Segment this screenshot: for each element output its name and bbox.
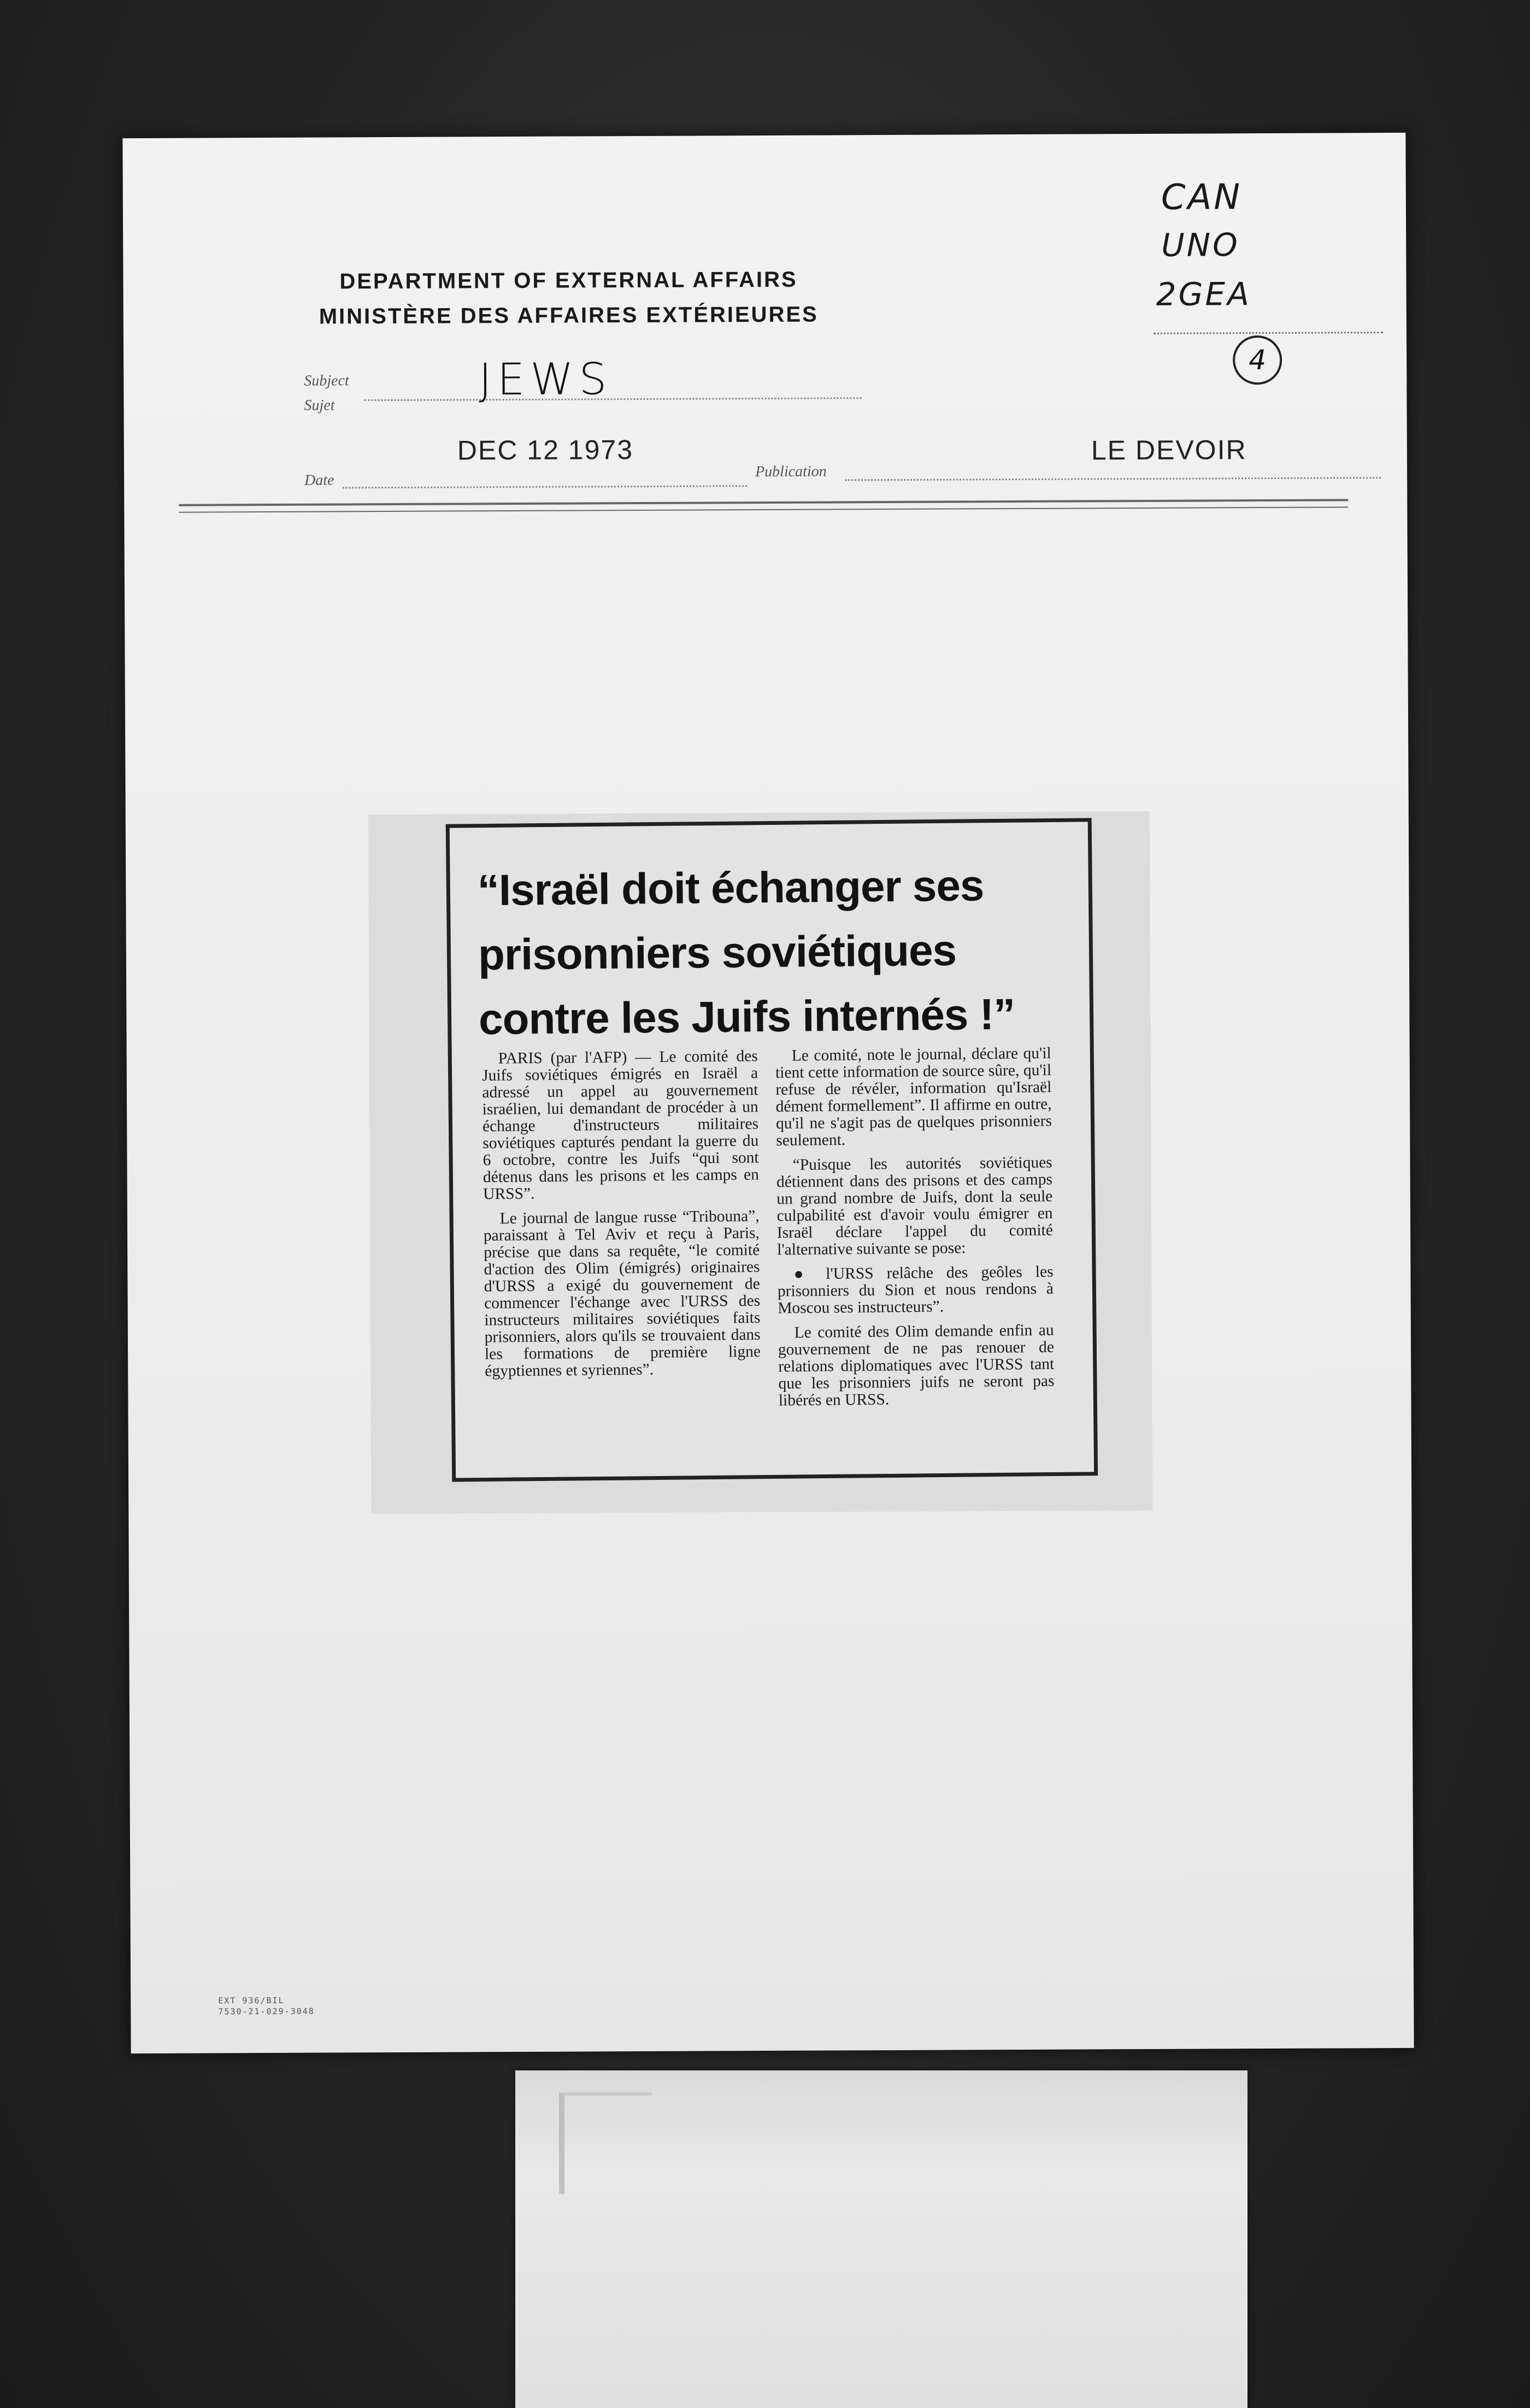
header-rule-secondary xyxy=(179,506,1348,512)
subject-value: JEWS xyxy=(479,353,613,405)
clipping-border xyxy=(446,818,1098,1482)
article-paragraph: Le comité, note le journal, déclare qu'il tient cette information de source sûre, qu'il refuse de révéler, information qu'Israël dément formellement”. Il affirme en outre, qu'il ne s'agit pas de quelques prisonniers seulement. xyxy=(775,1044,1052,1149)
header-rule xyxy=(179,499,1348,506)
clipping-form-sheet xyxy=(122,133,1414,2053)
form-number-line-1: EXT 936/BIL xyxy=(218,1995,285,2006)
card-mark xyxy=(559,2092,652,2194)
date-stamp: DEC 12 1973 xyxy=(457,434,634,466)
article-column-left xyxy=(482,1048,761,1388)
publication-label: Publication xyxy=(755,463,827,481)
article-paragraph: Le comité des Olim demande enfin au gouvernement de ne pas renouer de relations diplomatiques avec l'URSS tant que les prisonniers juifs ne seront pas libérés en URSS. xyxy=(778,1321,1055,1409)
handwritten-file-code-2: UNO xyxy=(1161,226,1240,264)
sujet-label: Sujet xyxy=(304,397,335,414)
form-number xyxy=(218,1995,315,2017)
article-paragraph: Le journal de langue russe “Tribouna”, paraissant à Tel Aviv et reçu à Paris, précise que dans sa requête, “le comité d'action des Olim (émigrés) originaires d'URSS a exigé du gouvernement de commencer l'échange avec l'URSS des instructeurs militaires soviétiques faits prisonniers, alors qu'ils se trouvaient dans les formations de première ligne égyptiennes et syriennes”. xyxy=(483,1207,761,1380)
subject-dotted-line xyxy=(364,397,861,401)
circled-page-number: 4 xyxy=(1233,335,1282,385)
form-number-line-2: 7530-21-029-3048 xyxy=(218,2006,315,2017)
file-code-underline xyxy=(1154,332,1383,334)
handwritten-file-code-3: 2GEA xyxy=(1156,275,1251,313)
article-headline: “Israël doit échanger ses prisonniers soviétiques contre les Juifs internés !” xyxy=(477,861,1015,1044)
department-title-en: DEPARTMENT OF EXTERNAL AFFAIRS xyxy=(339,267,798,294)
article-paragraph: ● l'URSS relâche des geôles les prisonniers du Sion et nous rendons à Moscou ses instructeurs”. xyxy=(777,1263,1054,1317)
subject-label: Subject xyxy=(304,372,349,389)
handwritten-file-code-1: CAN xyxy=(1161,177,1243,218)
article-paragraph: “Puisque les autorités soviétiques détiennent dans des prisons et des camps un grand nombre de Juifs, dont la seule culpabilité est d'avoir voulu émigrer en Israël déclare l'appel du comité l'alternative suivante se pose: xyxy=(776,1154,1054,1259)
date-label: Date xyxy=(304,471,334,489)
microfilm-leader-card xyxy=(515,2070,1247,2408)
article-column-right xyxy=(775,1045,1055,1417)
publication-dotted-line xyxy=(845,477,1381,481)
date-dotted-line xyxy=(343,485,747,488)
newspaper-clipping xyxy=(368,811,1153,1514)
article-paragraph: PARIS (par l'AFP) — Le comité des Juifs soviétiques émigrés en Israël a adressé un appel au gouvernement israélien, lui demandant de procéder à un échange d'instructeurs militaires soviétiques capturés pendant la guerre du 6 octobre, contre les Juifs “qui sont détenus dans les prisons et les camps en URSS”. xyxy=(481,1047,760,1203)
department-title-fr: MINISTÈRE DES AFFAIRES EXTÉRIEURES xyxy=(319,302,819,329)
publication-stamp: LE DEVOIR xyxy=(1091,434,1247,466)
